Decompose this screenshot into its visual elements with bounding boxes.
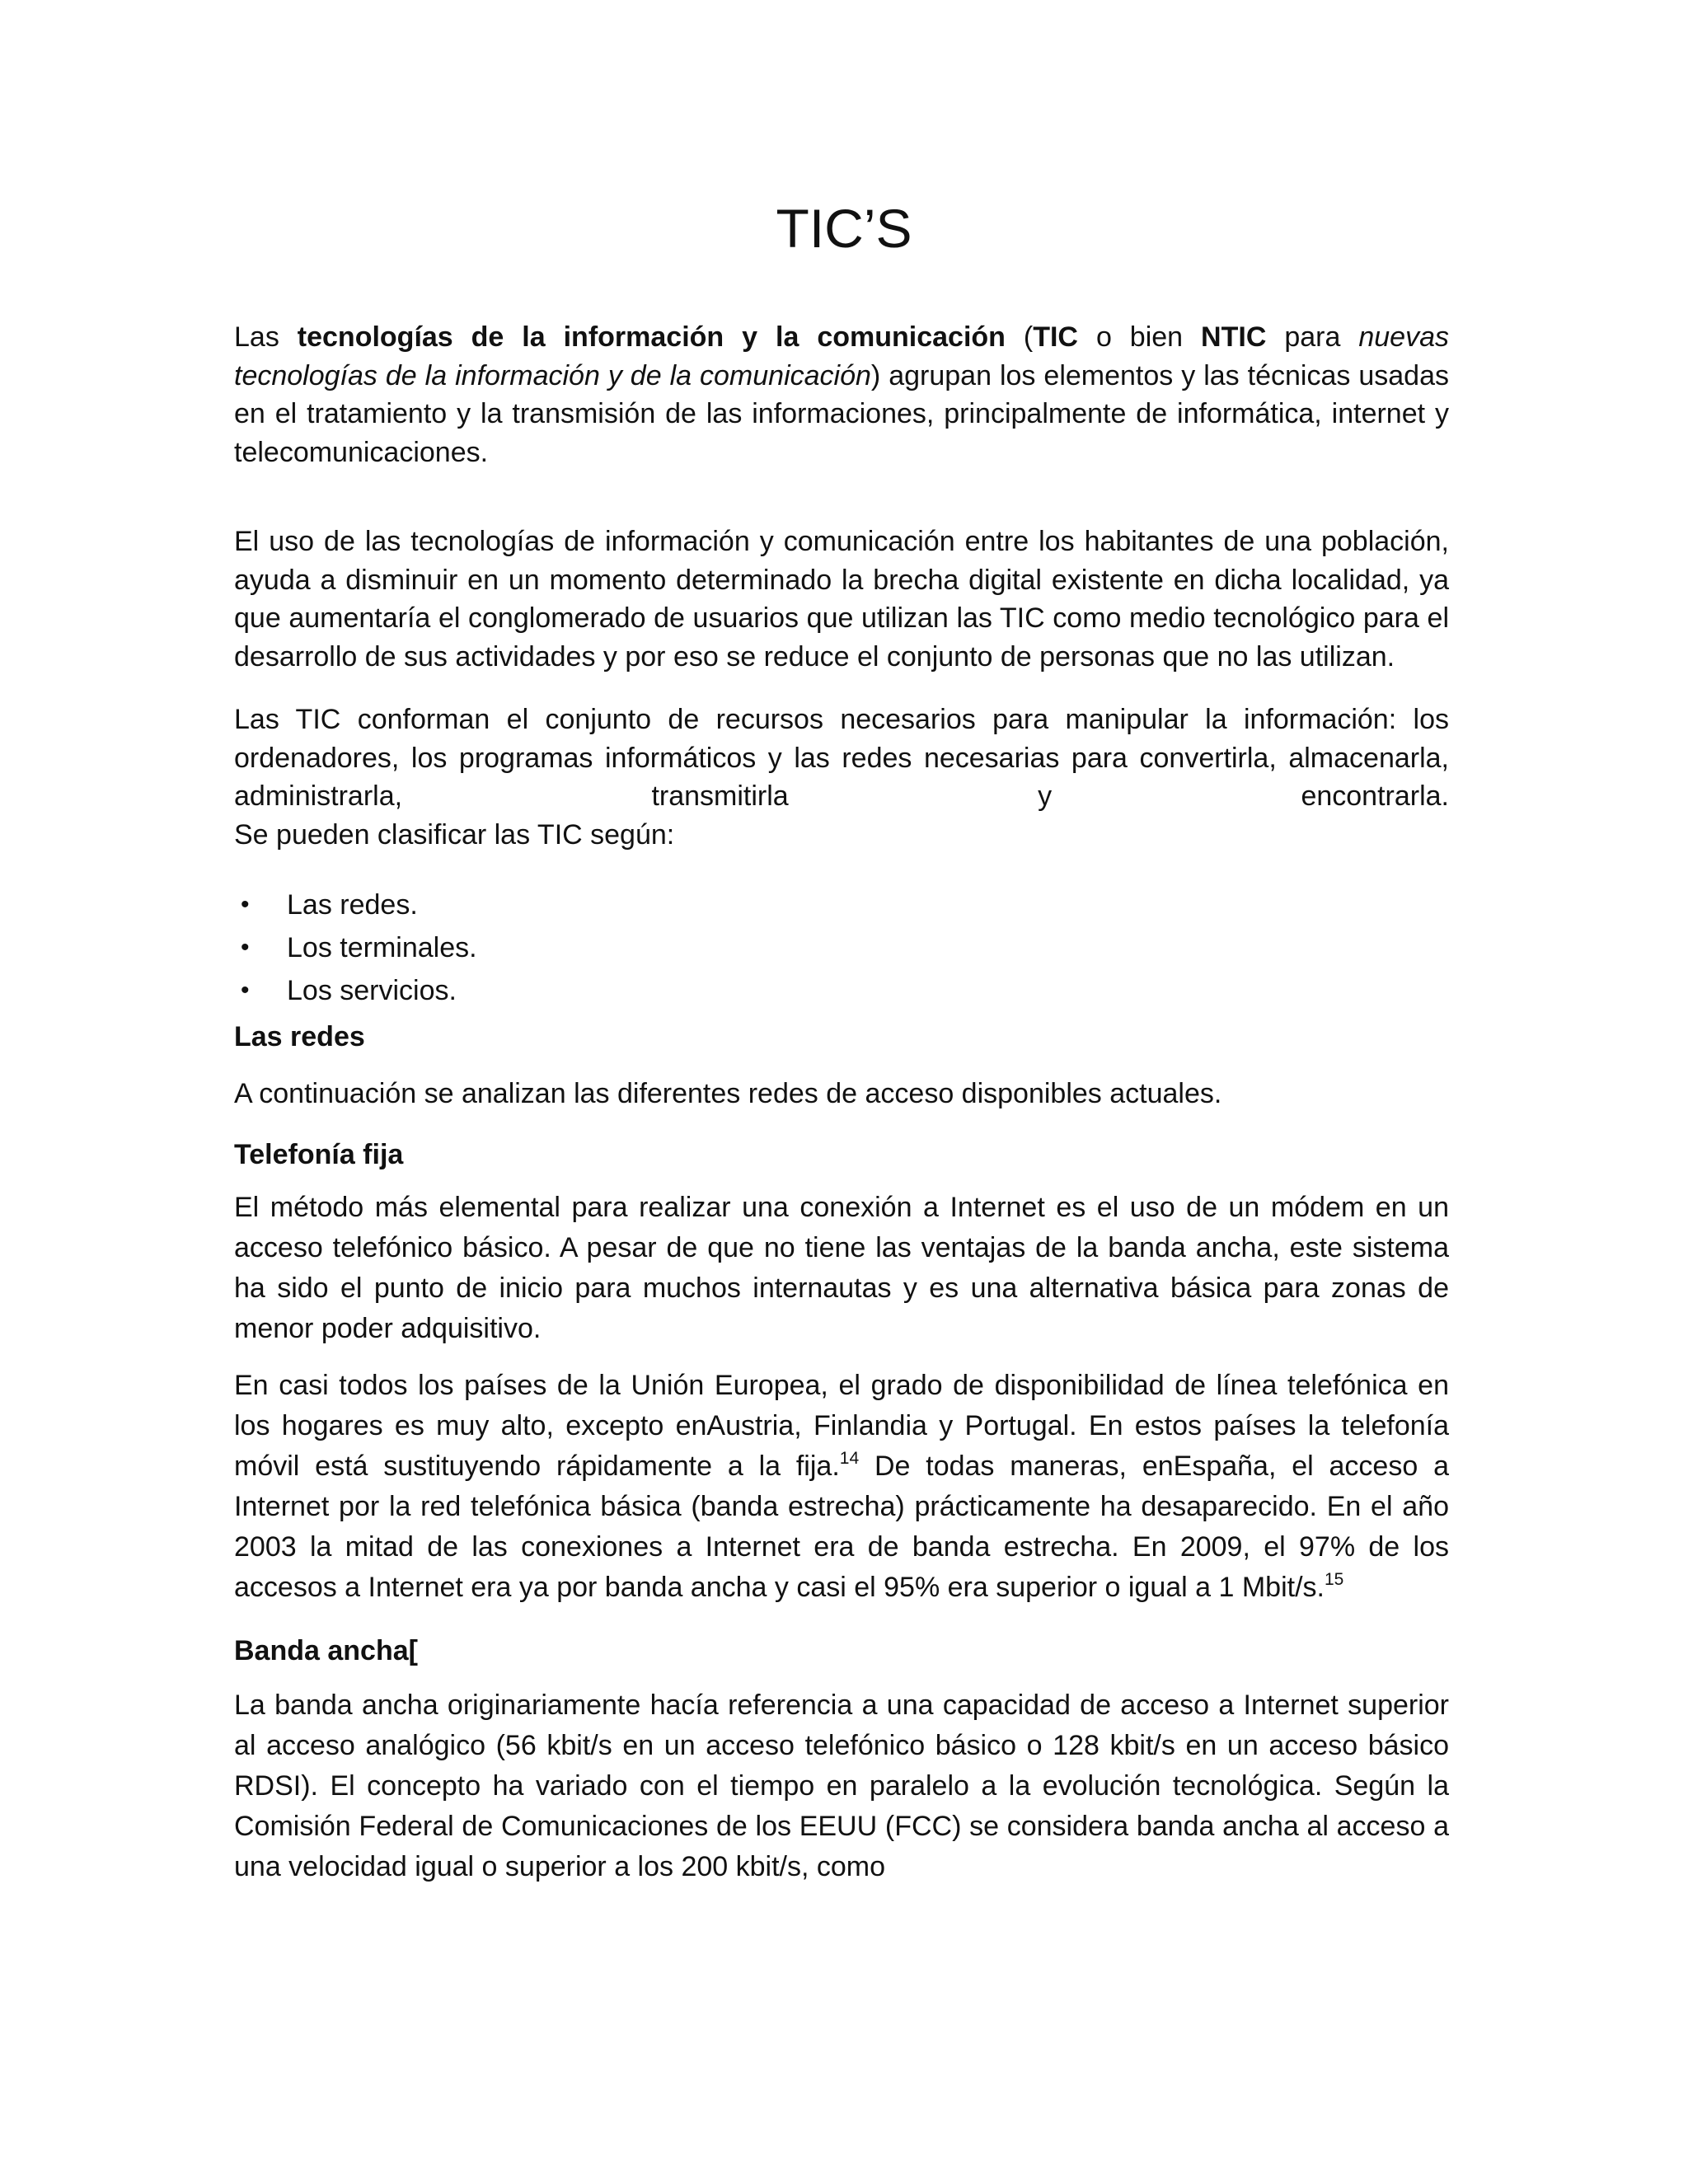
intro-text-mid2: o bien bbox=[1077, 321, 1202, 353]
list-item-text: Las redes. bbox=[287, 889, 418, 921]
paragraph-banda-ancha: La banda ancha originariamente hacía referencia a una capacidad de acceso a Internet superior al acceso analógico (56 kbit/s en un acceso telefónico básico o 128 kbit/s en un acceso básico RDSI). El concepto ha variado con el tiempo en paralelo a la evolución tecnológica. Según la Comisión Federal de Comunicaciones de los EEUU (FCC) se considera banda ancha al acceso a una velocidad igual o superior a los 200 kbit/s, como bbox=[234, 1689, 1449, 1882]
list-item-text: Los servicios. bbox=[287, 975, 457, 1006]
list-item bbox=[234, 926, 1449, 969]
intro-text-mid3: para bbox=[1266, 321, 1359, 353]
list-item-text: Los terminales. bbox=[287, 932, 477, 963]
paragraph-intro bbox=[234, 318, 1449, 471]
paragraph-clasificar: Se pueden clasificar las TIC según: bbox=[234, 818, 675, 851]
intro-text-post: ) agrupan los elementos y las técnicas usadas en el tratamiento y la transmisión de las informaciones, principalmente de informática, internet y telecomunicaciones. bbox=[234, 359, 1449, 468]
telefonia-europa-text-a: En casi todos los países de la Unión Europea, el grado de disponibilidad de línea telefónica en los hogares es muy alto, excepto enAustria, Finlandia y Portugal. En estos países la telefonía móvil está sustituyendo rápidamente a la fija. bbox=[234, 1369, 1449, 1482]
footnote-ref-15: 15 bbox=[1324, 1569, 1344, 1589]
footnote-ref-14: 14 bbox=[839, 1448, 860, 1468]
list-item bbox=[234, 883, 1449, 926]
list-item bbox=[234, 969, 1449, 1012]
intro-bold-ntic: NTIC bbox=[1201, 321, 1267, 353]
intro-bold-tic: TIC bbox=[1033, 321, 1078, 353]
heading-las-redes: Las redes bbox=[234, 1021, 365, 1052]
paragraph-redes-intro: A continuación se analizan las diferentes redes de acceso disponibles actuales. bbox=[234, 1078, 1222, 1109]
tic-classification-list bbox=[234, 883, 1449, 1012]
heading-banda-ancha: Banda ancha[ bbox=[234, 1634, 418, 1666]
intro-italic-ntic-definition: nuevas tecnologías de la información y de la comunicación bbox=[234, 321, 1449, 391]
bullet-icon: • bbox=[241, 891, 250, 918]
intro-bold-tic-definition: tecnologías de la información y la comunicación bbox=[297, 321, 1006, 353]
telefonia-europa-text-b: De todas maneras, enEspaña, el acceso a Internet por la red telefónica básica (banda estrecha) prácticamente ha desaparecido. En el año 2003 la mitad de las conexiones a Internet era de banda estrecha. En 2009, el 97% de los accesos a Internet era ya por banda ancha y casi el 95% era superior o igual a 1 Mbit/s. bbox=[234, 1450, 1449, 1603]
bullet-icon: • bbox=[241, 934, 250, 961]
bullet-icon: • bbox=[241, 977, 250, 1004]
intro-text-pre: Las bbox=[234, 321, 298, 353]
paragraph-recursos: Las TIC conforman el conjunto de recursos necesarios para manipular la información: los ordenadores, los programas informáticos y las redes necesarias para convertirla, almacenarla, administrarla, transmitirla y encontrarla. bbox=[234, 704, 1449, 812]
paragraph-telefonia-metodo: El método más elemental para realizar una conexión a Internet es el uso de un módem en un acceso telefónico básico. A pesar de que no tiene las ventajas de la banda ancha, este sistema ha sido el punto de inicio para muchos internautas y es una alternativa básica para zonas de menor poder adquisitivo. bbox=[234, 1191, 1449, 1344]
intro-text-mid1: ( bbox=[1005, 321, 1034, 353]
document-body bbox=[234, 318, 1449, 1887]
paragraph-telefonia-europa bbox=[234, 1366, 1449, 1608]
paragraph-brecha-digital: El uso de las tecnologías de información y comunicación entre los habitantes de una población, ayuda a disminuir en un momento determinado la brecha digital existente en dicha localidad, ya que aumentaría el conglomerado de usuarios que utilizan las TIC como medio tecnológico para el desarrollo de sus actividades y por eso se reduce el conjunto de personas que no las utilizan. bbox=[234, 526, 1449, 673]
page-title: TIC’S bbox=[776, 198, 912, 259]
heading-telefonia-fija: Telefonía fija bbox=[234, 1138, 404, 1170]
